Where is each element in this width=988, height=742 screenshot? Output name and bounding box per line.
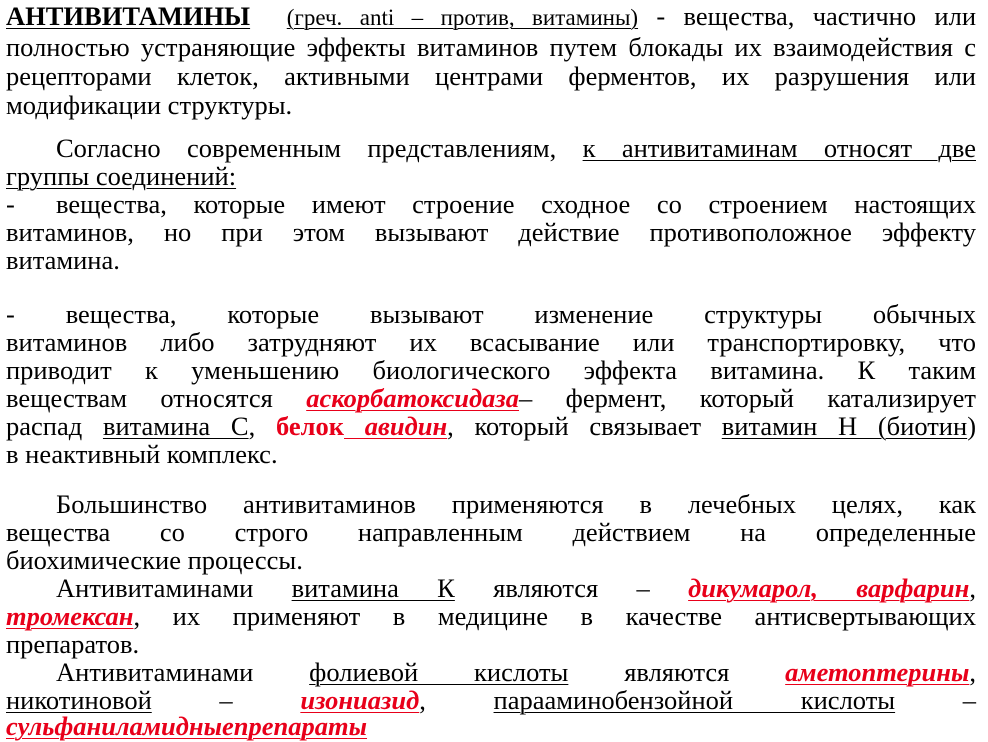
definition-text: - вещества, частично или [638, 1, 976, 31]
item-2-line-3: приводит к уменьшению биологического эффекта витамина. К таким [6, 355, 976, 385]
item-1-dash: - [6, 189, 15, 219]
groups-intro-line-2: группы соединений: [6, 161, 237, 191]
sulfonamides: сульфаниламидные [6, 711, 234, 741]
therapy-line-1: Большинство антивитаминов применяются в лечебных целях, как [56, 489, 976, 519]
ascorbate-oxidase: аскорбатоксидаза [306, 383, 520, 413]
definition-line-3: рецепторами клеток, активными центрами ферментов, их разрушения или [6, 61, 976, 91]
item-1-line-2: витаминов, но при этом вызывают действие противоположное эффекту [6, 217, 976, 247]
dicoumarol-warfarin: дикумарол, варфарин [688, 573, 970, 603]
vitamin-h: витамин Н (биотин [721, 411, 968, 441]
ametopterins: аметоптерины [785, 657, 970, 687]
definition-line-2: полностью устраняющие эффекты витаминов путем блокады их взаимодействия с [6, 32, 976, 62]
tromexan: тромексан [6, 601, 134, 631]
vitamin-k-line-1: Антивитаминами витамина К являются – дикумарол, варфарин, [56, 573, 977, 603]
isoniazid: изониазид [300, 685, 420, 715]
vitamin-c: витамина С [102, 411, 249, 441]
term-heading: АНТИВИТАМИНЫ [6, 1, 251, 31]
vitamin-k-line-2: тромексан, их применяют в медицине в качестве антисвертывающих [6, 601, 976, 631]
vitamin-k: витамина К [291, 573, 455, 603]
preparations: препараты [233, 711, 368, 741]
item-2-line-4: веществам относятся аскорбатоксидаза– фермент, который катализирует [6, 383, 976, 413]
definition-line-4: модификации структуры. [6, 90, 293, 120]
item-1-line-1: - вещества, которые имеют строение сходное со строением настоящих [6, 189, 976, 219]
groups-intro-underlined: к антивитаминам относят две [582, 133, 976, 163]
item-2-line-5: распад витамина С, белок авидин, который связывает витамин Н (биотин) [6, 411, 977, 441]
definition-line-1 [6, 2, 976, 32]
groups-intro-line-1: Согласно современным представлениям, к антивитаминам относят две [56, 133, 976, 163]
avidin: авидин [344, 411, 448, 441]
therapy-line-2: вещества со строго направленным действием на определенные [6, 517, 976, 547]
folic-acid: фолиевой кислоты [309, 657, 569, 687]
item-2-line-2: витаминов либо затрудняют их всасывание или транспортировку, что [6, 327, 976, 357]
protein-label: белок [275, 411, 345, 441]
item-1-line-3: витамина. [6, 245, 120, 275]
paba: парааминобензойной кислоты [493, 685, 896, 715]
therapy-line-3: биохимические процессы. [6, 545, 303, 575]
item-2-line-1: - вещества, которые вызывают изменение структуры обычных [6, 299, 976, 329]
folic-line-3 [6, 712, 976, 740]
folic-line-1: Антивитаминами фолиевой кислоты являются аметоптерины, [56, 657, 976, 687]
folic-line-2: никотиновой – изониазид, парааминобензойной кислоты – [6, 685, 977, 715]
item-2-line-6: в неактивный комплекс. [6, 439, 278, 469]
etymology: (греч. anti – против, витамины) [286, 5, 639, 30]
vitamin-k-line-3: препаратов. [6, 629, 140, 659]
nicotinic-acid: никотиновой [6, 685, 152, 715]
